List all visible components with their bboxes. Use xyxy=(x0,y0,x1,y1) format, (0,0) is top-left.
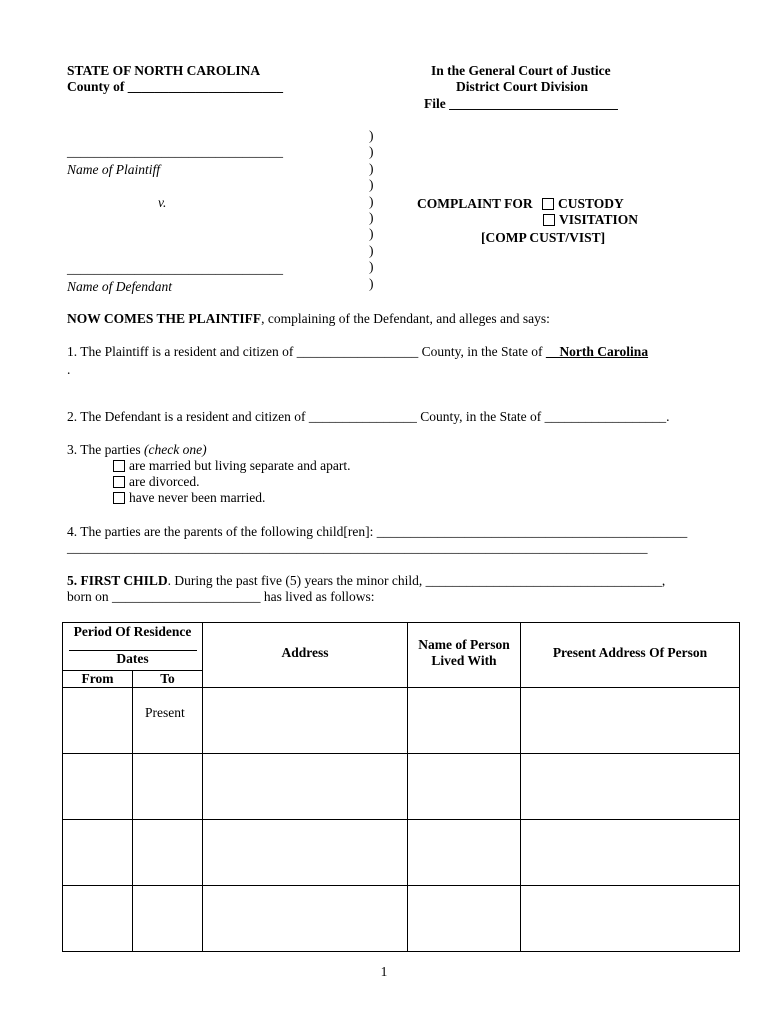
period-label: Period Of Residence xyxy=(73,624,192,639)
visitation-label: VISITATION xyxy=(559,212,639,227)
address-header: Address xyxy=(203,623,408,688)
to-cell[interactable] xyxy=(133,886,203,952)
intro-bold: NOW COMES THE PLAINTIFF xyxy=(67,311,262,326)
person-cell[interactable] xyxy=(408,820,521,886)
defendant-name-line[interactable]: ________________________________ xyxy=(67,261,283,276)
address-cell[interactable] xyxy=(203,820,408,886)
from-cell[interactable] xyxy=(63,886,133,952)
to-header: To xyxy=(133,671,203,688)
caption-parens xyxy=(369,128,374,292)
table-row xyxy=(63,754,740,820)
p1-text: 1. The Plaintiff is a resident and citizen of __________________ County, in the State of xyxy=(67,344,543,359)
paren: ) xyxy=(369,226,374,242)
plaintiff-label: Name of Plaintiff xyxy=(67,162,160,177)
present-address-header: Present Address Of Person xyxy=(521,623,740,688)
custody-checkbox[interactable] xyxy=(542,198,554,210)
paren: ) xyxy=(369,160,374,176)
person-header: Name of Person Lived With xyxy=(408,623,521,688)
person-cell[interactable] xyxy=(408,688,521,754)
p1-state-field[interactable]: __North Carolina xyxy=(545,344,649,359)
page-number: 1 xyxy=(380,964,388,979)
never-married-label: have never been married. xyxy=(129,490,266,505)
paren: ) xyxy=(369,210,374,226)
parties-option-married xyxy=(113,458,351,474)
paren: ) xyxy=(369,242,374,258)
to-cell[interactable] xyxy=(133,754,203,820)
custody-label: CUSTODY xyxy=(558,196,624,211)
parties-option-divorced xyxy=(113,474,199,490)
table-row xyxy=(63,820,740,886)
visitation-option xyxy=(543,212,638,228)
dates-label: Dates xyxy=(116,651,149,666)
intro-paragraph xyxy=(67,311,550,327)
plaintiff-name-line[interactable]: ________________________________ xyxy=(67,144,283,159)
married-label: are married but living separate and apart. xyxy=(129,458,351,473)
address-cell[interactable] xyxy=(203,754,408,820)
present-address-cell[interactable] xyxy=(521,754,740,820)
division-title: District Court Division xyxy=(456,79,588,94)
paren: ) xyxy=(369,177,374,193)
divorced-label: are divorced. xyxy=(129,474,200,489)
to-cell[interactable] xyxy=(133,820,203,886)
paren: ) xyxy=(369,275,374,291)
address-cell[interactable] xyxy=(203,688,408,754)
married-checkbox[interactable] xyxy=(113,460,125,472)
address-cell[interactable] xyxy=(203,886,408,952)
p3-text: 3. The parties xyxy=(67,442,141,457)
divorced-checkbox[interactable] xyxy=(113,476,125,488)
from-cell[interactable] xyxy=(63,754,133,820)
from-header: From xyxy=(63,671,133,688)
paren: ) xyxy=(369,259,374,275)
present-address-cell[interactable] xyxy=(521,886,740,952)
file-number-field[interactable]: File _________________________ xyxy=(424,96,618,111)
from-cell[interactable] xyxy=(63,820,133,886)
complaint-code: [COMP CUST/VIST] xyxy=(481,230,606,245)
state-title: STATE OF NORTH CAROLINA xyxy=(67,63,261,78)
intro-rest: , complaining of the Defendant, and alleges and says: xyxy=(261,311,550,326)
p5-bold: 5. FIRST CHILD xyxy=(67,573,168,588)
present-address-cell[interactable] xyxy=(521,820,740,886)
court-title: In the General Court of Justice xyxy=(431,63,611,78)
visitation-checkbox[interactable] xyxy=(543,214,555,226)
p3-check-note: (check one) xyxy=(143,442,207,457)
defendant-label: Name of Defendant xyxy=(67,279,172,294)
p5-rest[interactable]: . During the past five (5) years the minor child, ___________________________________, xyxy=(167,573,666,588)
paragraph-5 xyxy=(67,573,665,589)
paragraph-4[interactable]: 4. The parties are the parents of the following child[ren]: ______________________________________________ xyxy=(67,524,688,539)
complaint-for-label xyxy=(417,196,624,212)
paragraph-2: 2. The Defendant is a resident and citizen of ________________ County, in the State of __________________. xyxy=(67,409,670,424)
never-married-checkbox[interactable] xyxy=(113,492,125,504)
residence-table xyxy=(62,622,740,952)
parties-option-never-married xyxy=(113,490,265,506)
paragraph-4-line2[interactable]: ______________________________________________________________________________________ xyxy=(67,540,648,555)
to-cell[interactable] xyxy=(133,688,203,754)
paren: ) xyxy=(369,128,374,143)
paragraph-1 xyxy=(67,344,648,360)
period-header xyxy=(63,623,203,671)
paragraph-5-line2[interactable]: born on ______________________ has lived as follows: xyxy=(67,589,375,604)
table-row xyxy=(63,688,740,754)
person-cell[interactable] xyxy=(408,886,521,952)
versus-label: v. xyxy=(158,195,167,210)
p1-end: . xyxy=(67,362,71,377)
county-field[interactable]: County of _______________________ xyxy=(67,79,284,94)
paragraph-3 xyxy=(67,442,207,458)
complaint-for-text: COMPLAINT FOR xyxy=(417,196,533,211)
present-address-cell[interactable] xyxy=(521,688,740,754)
from-cell[interactable] xyxy=(63,688,133,754)
table-row xyxy=(63,886,740,952)
paren: ) xyxy=(369,144,374,160)
present-text: Present xyxy=(145,705,185,720)
paren: ) xyxy=(369,193,374,209)
person-cell[interactable] xyxy=(408,754,521,820)
